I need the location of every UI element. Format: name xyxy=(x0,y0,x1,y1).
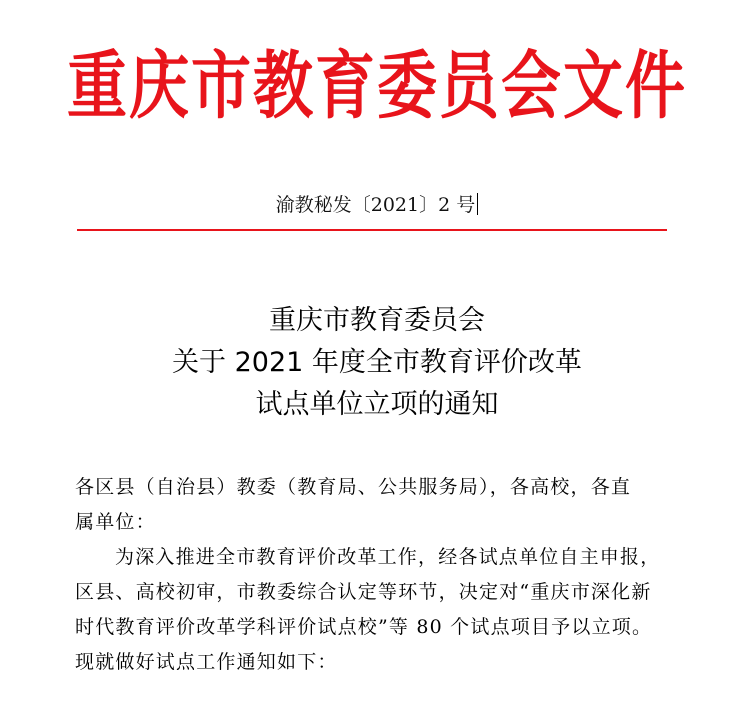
text-cursor xyxy=(477,193,478,215)
paragraph-line-2: 区县、高校初审，市教委综合认定等环节，决定对“重庆市深化新 xyxy=(75,581,652,603)
paragraph-line-1: 为深入推进全市教育评价改革工作，经各试点单位自主申报， xyxy=(115,546,661,568)
document-number-text: 渝教秘发〔2021〕2 号 xyxy=(275,194,476,216)
document-number[interactable] xyxy=(0,190,754,220)
paragraph-line-4: 现就做好试点工作通知如下： xyxy=(75,651,338,673)
notice-body xyxy=(75,470,679,680)
notice-title-line-3: 试点单位立项的通知 xyxy=(255,389,499,420)
document-header-title: 重庆市教育委员会文件 xyxy=(67,44,687,130)
paragraph-line-3: 时代教育评价改革学科评价试点校”等 80 个试点项目予以立项。 xyxy=(75,616,653,638)
notice-title-line-2: 关于 2021 年度全市教育评价改革 xyxy=(172,347,582,378)
notice-title-line-1: 重庆市教育委员会 xyxy=(269,305,485,336)
addressee-line-1: 各区县（自治县）教委（教育局、公共服务局），各高校，各直 xyxy=(75,476,632,498)
notice-title xyxy=(0,300,754,426)
addressee-line-2: 属单位： xyxy=(75,511,156,533)
red-divider-line xyxy=(77,229,667,231)
